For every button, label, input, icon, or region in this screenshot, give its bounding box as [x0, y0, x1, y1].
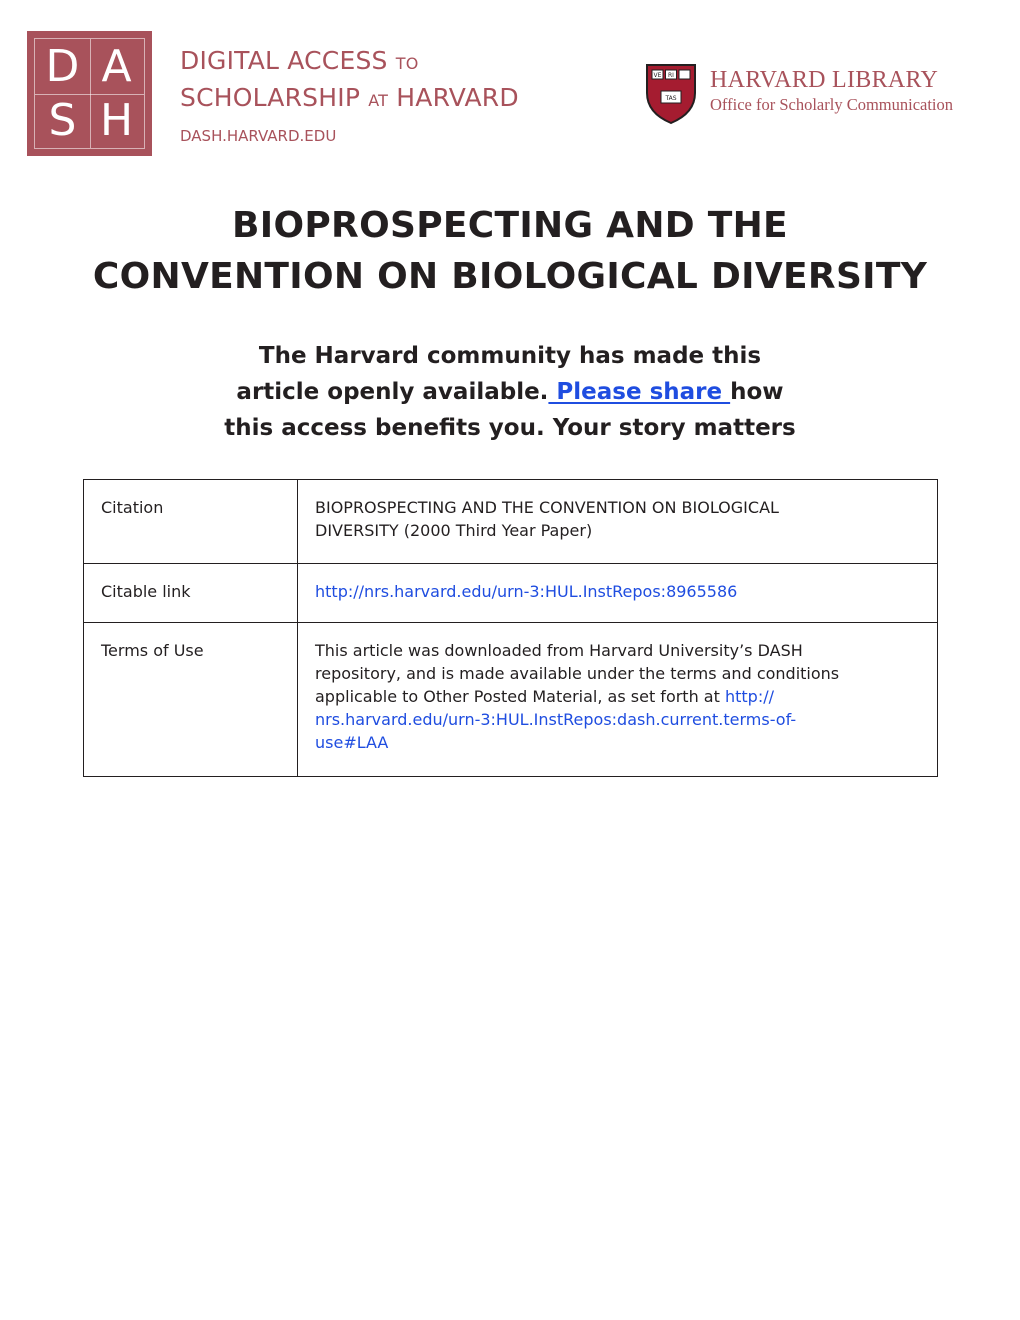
terms-value: This article was downloaded from Harvard University’s DASH repository, and is made available under the terms and conditions applicable to Other Posted Material, as set forth at http:// nrs.harvard.edu/urn-3:HUL.InstRepos:dash.current.terms-of- use#LAA	[298, 623, 938, 777]
shield-text: VE	[653, 72, 662, 79]
dash-logo-frame	[34, 38, 145, 149]
terms-link[interactable]: use#LAA	[315, 733, 389, 752]
shield-text: TAS	[665, 95, 677, 102]
dash-wordmark	[180, 44, 519, 146]
citation-value: BIOPROSPECTING AND THE CONVENTION ON BIOLOGICAL DIVERSITY (2000 Third Year Paper)	[298, 480, 938, 564]
terms-link[interactable]: nrs.harvard.edu/urn-3:HUL.InstRepos:dash.current.terms-of-	[315, 710, 797, 729]
shield-text: RI	[668, 72, 674, 79]
title-line: CONVENTION ON BIOLOGICAL DIVERSITY	[92, 256, 928, 297]
dash-logo	[27, 31, 152, 156]
dash-url: DASH.HARVARD.EDU	[180, 127, 337, 145]
dash-logo-letter: A	[101, 41, 132, 92]
terms-link[interactable]: http://	[724, 687, 774, 706]
dash-wordmark-line2: SCHOLARSHIP AT HARVARD	[180, 83, 519, 112]
table-row-citable-link	[84, 564, 938, 623]
share-line: The Harvard community has made this	[258, 343, 762, 369]
library-name: HARVARD LIBRARY	[710, 67, 939, 93]
table-row-citation	[84, 480, 938, 564]
please-share-link[interactable]: Please share	[548, 379, 731, 405]
citable-link-label: Citable link	[84, 564, 298, 623]
terms-label: Terms of Use	[84, 623, 298, 777]
dash-logo-letter: S	[48, 95, 77, 146]
citation-label: Citation	[84, 480, 298, 564]
citable-link-cell	[298, 564, 938, 623]
citable-link[interactable]: http://nrs.harvard.edu/urn-3:HUL.InstRepos:8965586	[315, 582, 738, 601]
metadata-table	[83, 479, 938, 777]
title-line: BIOPROSPECTING AND THE	[232, 205, 788, 246]
harvard-shield-icon	[645, 63, 697, 125]
library-office: Office for Scholarly Communication	[710, 95, 954, 114]
share-line: this access benefits you. Your story matters	[224, 415, 796, 441]
document-title	[0, 200, 1020, 302]
share-line: article openly available. Please share how	[236, 379, 784, 405]
dash-logo-letter: H	[99, 95, 134, 146]
dash-wordmark-line1: DIGITAL ACCESS TO	[180, 46, 419, 75]
share-statement	[0, 338, 1020, 446]
table-row-terms	[84, 623, 938, 777]
harvard-library-wordmark	[710, 66, 953, 116]
dash-logo-letter: D	[45, 41, 80, 92]
